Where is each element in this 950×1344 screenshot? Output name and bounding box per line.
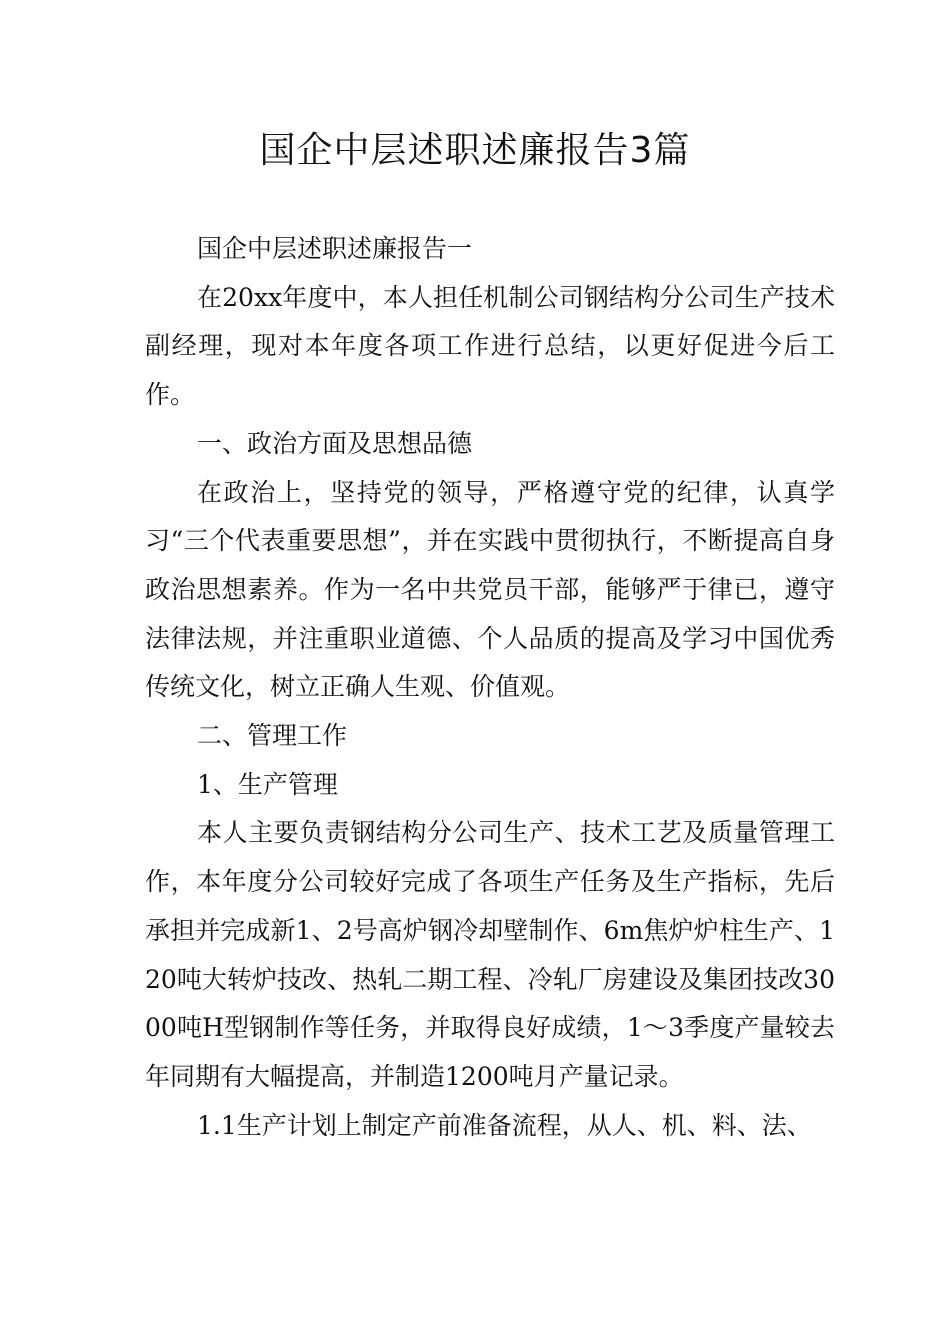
body-paragraph: 1.1生产计划上制定产前准备流程，从人、机、料、法、 bbox=[197, 1110, 812, 1140]
subsection-heading: 1、生产管理 bbox=[197, 769, 338, 799]
body-paragraph: 本人主要负责钢结构分公司生产、技术工艺及质量管理工作，本年度分公司较好完成了各项生产任务及生产指标，先后承担并完成新1、2号高炉钢冷却壁制作、6m焦炉炉柱生产、120吨大转炉技改、热轧二期工程、冷轧厂房建设及集团技改3000吨H型钢制作等任务，并取得良好成绩，1～3季度产量较去年同期有大幅提高，并制造1200吨月产量记录。 bbox=[145, 818, 835, 1091]
document-title: 国企中层述职述廉报告3篇 bbox=[259, 130, 691, 171]
document-body bbox=[145, 225, 835, 1150]
section-heading: 一、政治方面及思想品德 bbox=[197, 428, 473, 458]
body-paragraph: 在政治上，坚持党的领导，严格遵守党的纪律，认真学习“三个代表重要思想”，并在实践中贯彻执行，不断提高自身政治思想素养。作为一名中共党员干部，能够严于律已，遵守法律法规，并注重职业道德、个人品质的提高及学习中国优秀传统文化，树立正确人生观、价值观。 bbox=[145, 477, 835, 702]
section-heading: 国企中层述职述廉报告一 bbox=[197, 234, 473, 263]
body-paragraph: 在20xx年度中，本人担任机制公司钢结构分公司生产技术副经理，现对本年度各项工作进行总结，以更好促进今后工作。 bbox=[145, 282, 835, 410]
section-heading: 二、管理工作 bbox=[197, 721, 348, 751]
